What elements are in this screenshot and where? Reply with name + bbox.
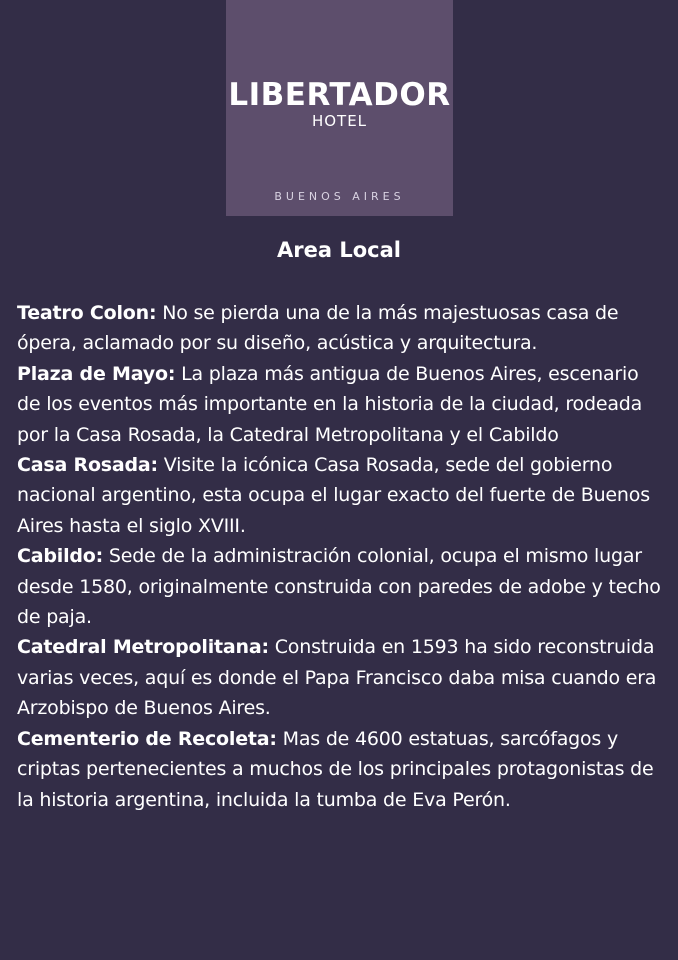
section-title: Area Local: [277, 238, 401, 262]
place-description: No se pierda una de la más majestuosas casa de ópera, aclamado por su diseño, acústica y arquitectura.: [17, 302, 619, 355]
place-description: Mas de 4600 estatuas, sarcófagos y criptas pertenecientes a muchos de los principales protagonistas de la historia argentina, incluida la tumba de Eva Perón.: [17, 727, 654, 811]
logo-subtitle: HOTEL: [311, 112, 368, 130]
place-item-casa-rosada: [17, 450, 665, 541]
place-description: Sede de la administración colonial, ocupa el mismo lugar desde 1580, originalmente construida con paredes de adobe y techo de paja.: [17, 545, 661, 629]
logo-name: LIBERTADOR: [228, 77, 451, 113]
hotel-logo: [226, 0, 453, 216]
place-name: Cabildo:: [17, 545, 104, 568]
place-item-catedral-metropolitana: [17, 632, 665, 723]
place-description: La plaza más antigua de Buenos Aires, escenario de los eventos más importante en la historia de la ciudad, rodeada por la Casa Rosada, la Catedral Metropolitana y el Cabildo: [17, 362, 643, 446]
place-name: Teatro Colon:: [17, 302, 157, 324]
place-item-cabildo: [17, 541, 665, 632]
place-item-cementerio-de-recoleta: [17, 724, 665, 815]
logo-city: BUENOS AIRES: [274, 190, 405, 203]
place-name: Casa Rosada:: [17, 454, 158, 477]
place-description: Construida en 1593 ha sido reconstruida varias veces, aquí es donde el Papa Francisco daba misa cuando era Arzobispo de Buenos Aires.: [17, 636, 657, 720]
place-item-teatro-colon: [17, 298, 665, 359]
places-list: [17, 298, 665, 815]
place-name: Catedral Metropolitana:: [17, 636, 269, 659]
place-description: Visite la icónica Casa Rosada, sede del gobierno nacional argentino, esta ocupa el lugar exacto del fuerte de Buenos Aires hasta el siglo XVIII.: [17, 454, 650, 537]
place-name: Cementerio de Recoleta:: [17, 727, 277, 750]
place-item-plaza-de-mayo: [17, 359, 665, 450]
place-name: Plaza de Mayo:: [17, 362, 176, 385]
